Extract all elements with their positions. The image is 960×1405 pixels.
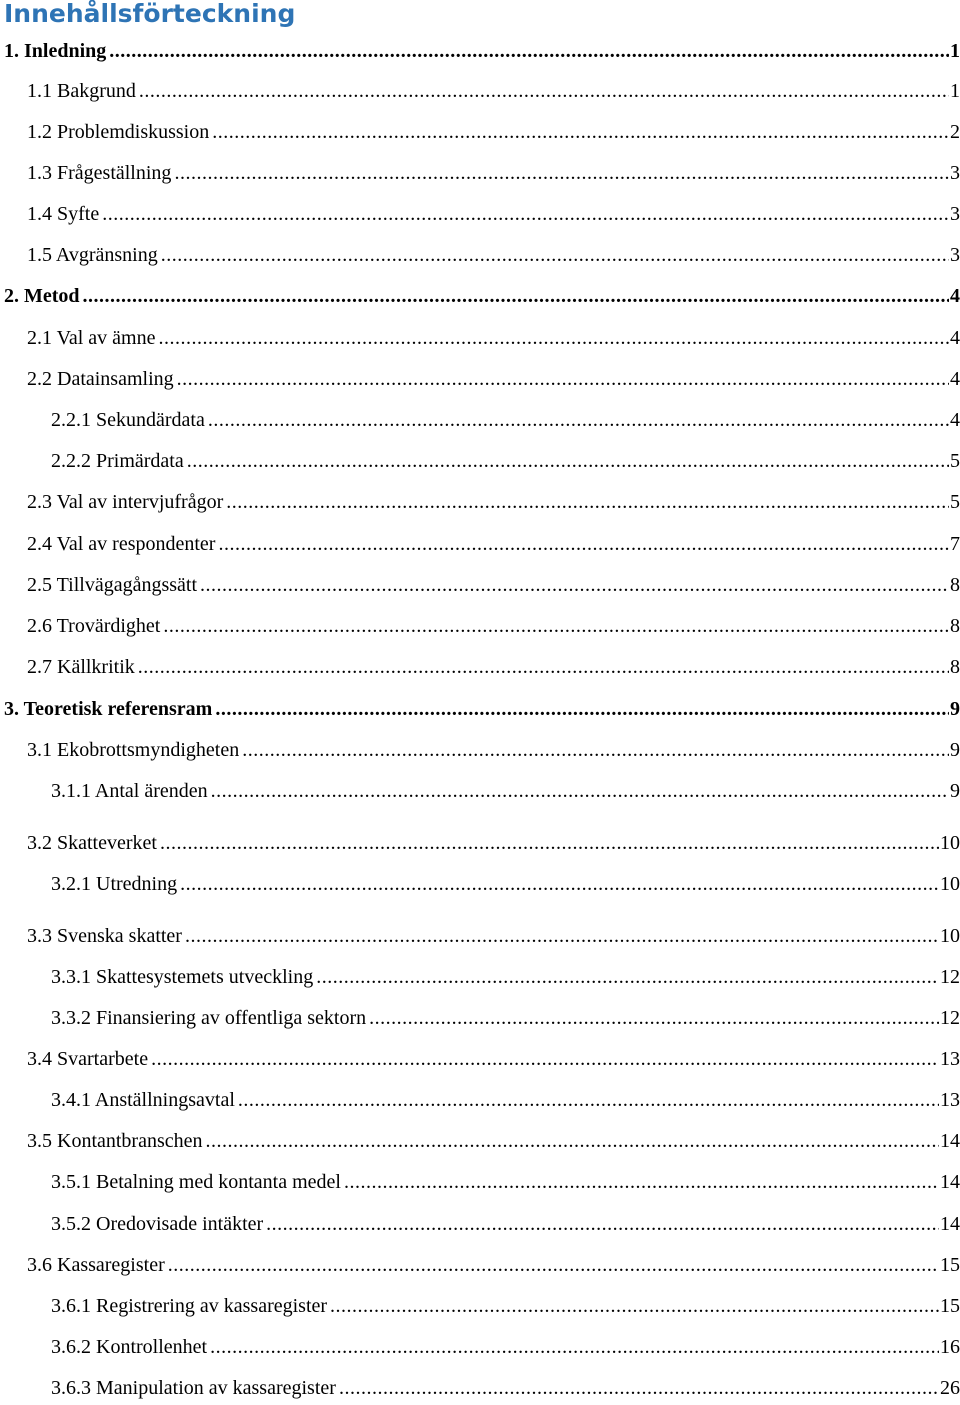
toc-entry-page-number: 10	[940, 832, 960, 854]
dot-leader	[177, 364, 949, 394]
toc-entry[interactable]	[4, 694, 960, 724]
toc-entry-label: 1.4 Syfte	[27, 203, 100, 225]
toc-entry-page-number: 5	[950, 450, 960, 472]
toc-entry[interactable]	[27, 1044, 960, 1074]
toc-entry-page-number: 14	[940, 1171, 960, 1193]
toc-entry-label: 3.6.1 Registrering av kassaregister	[51, 1295, 328, 1317]
toc-entry-label: 2.6 Trovärdighet	[27, 615, 161, 637]
toc-entry[interactable]	[4, 36, 960, 66]
dot-leader	[139, 76, 949, 106]
dot-leader	[187, 446, 949, 476]
toc-entry-label: 3. Teoretisk referensram	[4, 698, 213, 720]
dot-leader	[316, 962, 939, 992]
dot-leader	[211, 776, 949, 806]
dot-leader	[210, 1332, 939, 1362]
dot-leader	[163, 611, 949, 641]
toc-heading: Innehållsförteckning	[4, 0, 296, 28]
toc-entry-page-number: 13	[940, 1089, 960, 1111]
toc-entry[interactable]	[51, 1373, 960, 1403]
toc-entry[interactable]	[51, 1332, 960, 1362]
toc-entry-label: 3.1.1 Antal ärenden	[51, 780, 208, 802]
toc-entry-page-number: 10	[940, 873, 960, 895]
toc-entry-label: 1.5 Avgränsning	[27, 244, 158, 266]
toc-entry[interactable]	[27, 364, 960, 394]
toc-entry-label: 3.4 Svartarbete	[27, 1048, 149, 1070]
toc-entry-label: 2.2.1 Sekundärdata	[51, 409, 205, 431]
toc-entry-label: 2.1 Val av ämne	[27, 327, 156, 349]
toc-entry-page-number: 9	[950, 739, 960, 761]
toc-entry[interactable]	[27, 323, 960, 353]
toc-entry[interactable]	[51, 962, 960, 992]
toc-entry-label: 3.5.1 Betalning med kontanta medel	[51, 1171, 341, 1193]
toc-entry-label: 3.3.1 Skattesystemets utveckling	[51, 966, 314, 988]
dot-leader	[83, 281, 949, 311]
dot-leader	[215, 694, 949, 724]
toc-entry-page-number: 16	[940, 1336, 960, 1358]
toc-entry-page-number: 9	[950, 698, 960, 720]
toc-entry-label: 2.5 Tillvägagångssätt	[27, 574, 198, 596]
toc-entry-page-number: 8	[950, 656, 960, 678]
dot-leader	[339, 1373, 939, 1403]
toc-entry-label: 2.3 Val av intervjufrågor	[27, 491, 224, 513]
toc-entry-page-number: 9	[950, 780, 960, 802]
dot-leader	[160, 828, 939, 858]
toc-entry[interactable]	[27, 1250, 960, 1280]
toc-entry-label: 3.6 Kassaregister	[27, 1254, 165, 1276]
toc-entry-page-number: 4	[950, 285, 960, 307]
toc-entry-label: 1.3 Frågeställning	[27, 162, 172, 184]
toc-entry[interactable]	[51, 776, 960, 806]
toc-entry-page-number: 13	[940, 1048, 960, 1070]
dot-leader	[344, 1167, 939, 1197]
toc-entry[interactable]	[27, 158, 960, 188]
toc-entry-label: 3.6.2 Kontrollenhet	[51, 1336, 208, 1358]
toc-entry[interactable]	[27, 199, 960, 229]
dot-leader	[238, 1085, 939, 1115]
toc-entry-page-number: 12	[940, 1007, 960, 1029]
toc-entry-label: 3.2 Skatteverket	[27, 832, 157, 854]
toc-entry[interactable]	[27, 1126, 960, 1156]
toc-entry-page-number: 5	[950, 491, 960, 513]
toc-entry[interactable]	[27, 76, 960, 106]
toc-entry-page-number: 1	[950, 40, 960, 62]
toc-entry[interactable]	[27, 611, 960, 641]
dot-leader	[161, 240, 949, 270]
toc-entry-page-number: 8	[950, 615, 960, 637]
toc-entry-page-number: 15	[940, 1295, 960, 1317]
dot-leader	[185, 921, 939, 951]
toc-entry-label: 3.3 Svenska skatter	[27, 925, 182, 947]
toc-entry-label: 3.2.1 Utredning	[51, 873, 178, 895]
dot-leader	[226, 487, 949, 517]
dot-leader	[151, 1044, 939, 1074]
dot-leader	[159, 323, 950, 353]
dot-leader	[212, 117, 949, 147]
toc-entry-label: 2.4 Val av respondenter	[27, 533, 216, 555]
toc-entry[interactable]	[51, 1291, 960, 1321]
toc-entry-label: 3.3.2 Finansiering av offentliga sektorn	[51, 1007, 367, 1029]
toc-entry-page-number: 4	[950, 327, 960, 349]
toc-entry-page-number: 3	[950, 162, 960, 184]
toc-entry[interactable]	[27, 828, 960, 858]
toc-entry[interactable]	[51, 1085, 960, 1115]
toc-entry[interactable]	[27, 570, 960, 600]
toc-entry[interactable]	[27, 487, 960, 517]
dot-leader	[266, 1209, 939, 1239]
toc-entry-label: 3.5 Kontantbranschen	[27, 1130, 203, 1152]
toc-entry-label: 3.1 Ekobrottsmyndigheten	[27, 739, 240, 761]
toc-entry-label: 2. Metod	[4, 285, 80, 307]
toc-entry-label: 3.4.1 Anställningsavtal	[51, 1089, 235, 1111]
toc-entry-page-number: 14	[940, 1130, 960, 1152]
toc-entry-label: 1.1 Bakgrund	[27, 80, 136, 102]
toc-entry[interactable]	[27, 240, 960, 270]
toc-entry-page-number: 10	[940, 925, 960, 947]
toc-entry[interactable]	[27, 117, 960, 147]
dot-leader	[200, 570, 949, 600]
toc-entry-page-number: 26	[940, 1377, 960, 1399]
toc-entry-page-number: 4	[950, 368, 960, 390]
toc-entry-label: 1.2 Problemdiskussion	[27, 121, 210, 143]
dot-leader	[369, 1003, 939, 1033]
toc-entry-label: 2.2 Datainsamling	[27, 368, 174, 390]
dot-leader	[109, 36, 949, 66]
dot-leader	[330, 1291, 939, 1321]
toc-entry[interactable]	[27, 921, 960, 951]
toc-entry[interactable]	[27, 529, 960, 559]
dot-leader	[218, 529, 949, 559]
toc-entry-page-number: 3	[950, 203, 960, 225]
toc-entry-page-number: 14	[940, 1213, 960, 1235]
toc-entry[interactable]	[51, 405, 960, 435]
dot-leader	[168, 1250, 939, 1280]
toc-entry-page-number: 4	[950, 409, 960, 431]
toc-entry-page-number: 2	[950, 121, 960, 143]
dot-leader	[242, 735, 949, 765]
toc-entry-page-number: 8	[950, 574, 960, 596]
dot-leader	[138, 652, 949, 682]
toc-entry[interactable]	[27, 735, 960, 765]
toc-entry-label: 3.6.3 Manipulation av kassaregister	[51, 1377, 336, 1399]
toc-entry-page-number: 3	[950, 244, 960, 266]
toc-entry-label: 2.7 Källkritik	[27, 656, 135, 678]
dot-leader	[206, 1126, 939, 1156]
toc-entry-label: 1. Inledning	[4, 40, 107, 62]
dot-leader	[102, 199, 949, 229]
toc-entry[interactable]	[51, 1003, 960, 1033]
toc-entry-label: 3.5.2 Oredovisade intäkter	[51, 1213, 264, 1235]
dot-leader	[208, 405, 949, 435]
toc-entry-page-number: 15	[940, 1254, 960, 1276]
toc-entry[interactable]	[27, 652, 960, 682]
dot-leader	[180, 869, 939, 899]
dot-leader	[174, 158, 949, 188]
toc-entry[interactable]	[51, 1209, 960, 1239]
toc-entry[interactable]	[51, 1167, 960, 1197]
toc-entry[interactable]	[4, 281, 960, 311]
toc-entry[interactable]	[51, 869, 960, 899]
toc-entry-page-number: 1	[950, 80, 960, 102]
toc-entry-label: 2.2.2 Primärdata	[51, 450, 184, 472]
toc-entry-page-number: 12	[940, 966, 960, 988]
toc-entry-page-number: 7	[950, 533, 960, 555]
toc-entry[interactable]	[51, 446, 960, 476]
